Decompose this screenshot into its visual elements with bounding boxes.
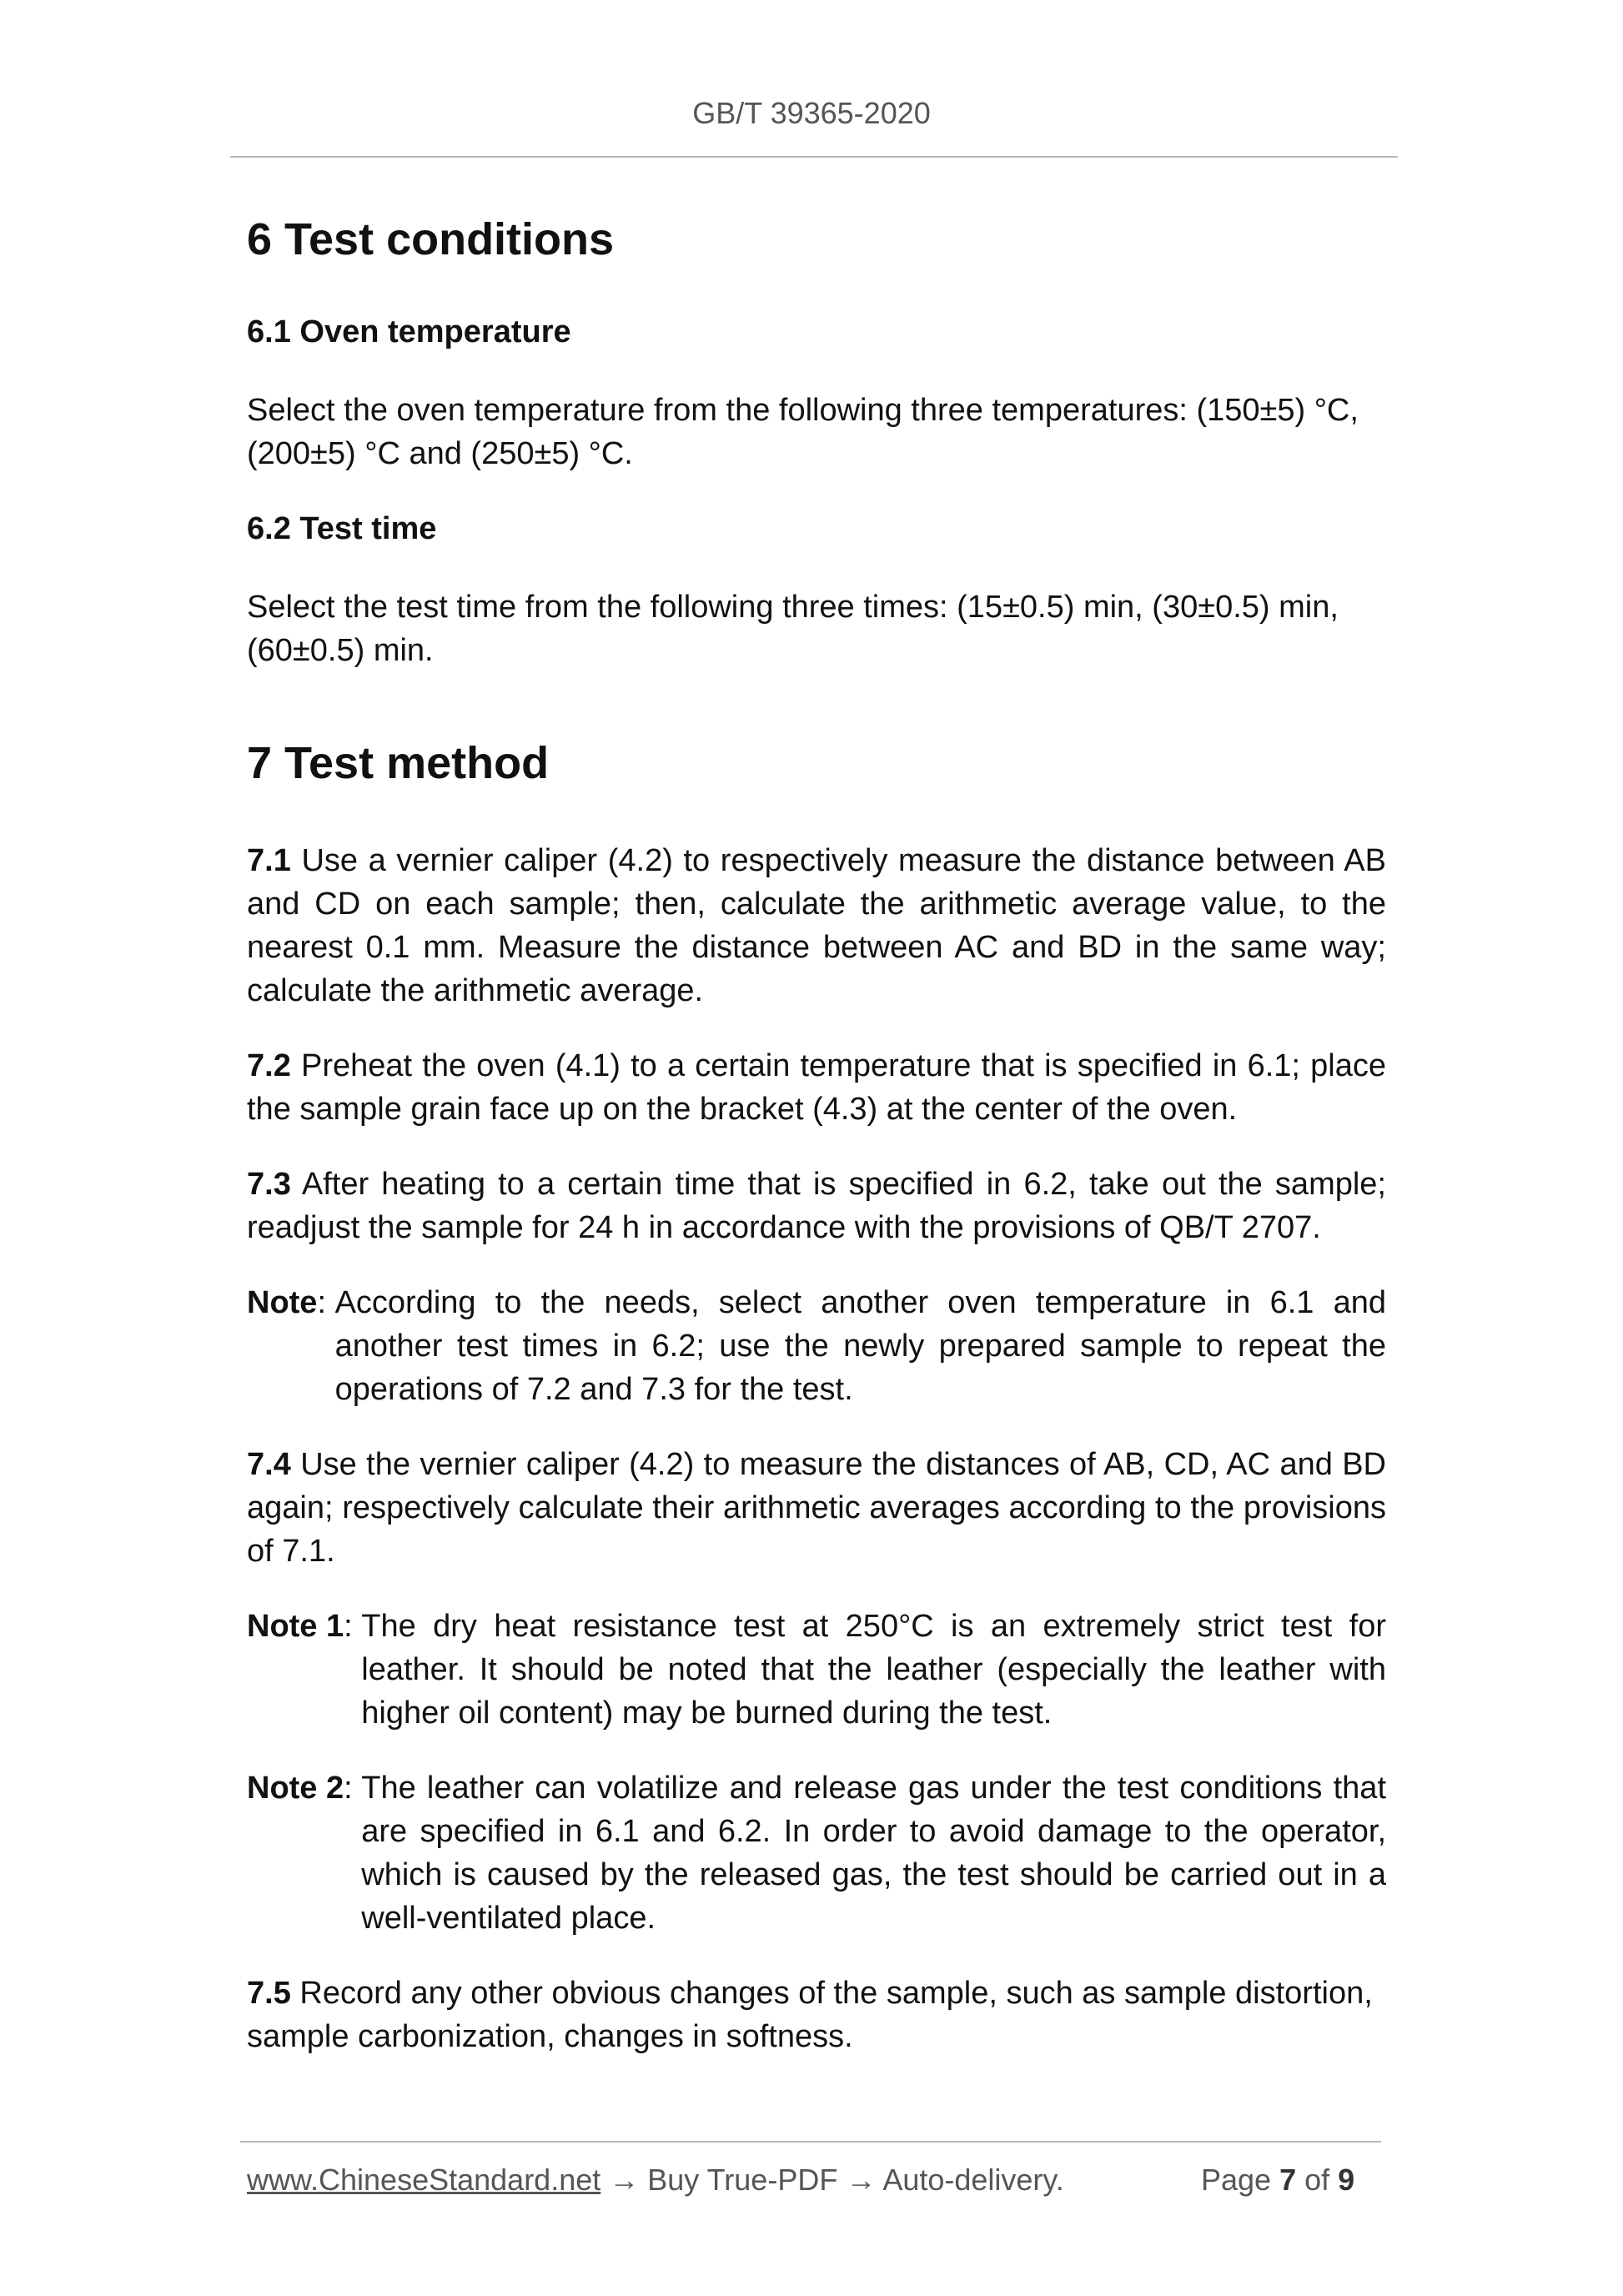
page-content: [247, 193, 1386, 2058]
note-2-label: [247, 1766, 361, 1940]
note-7-3: [247, 1281, 1386, 1411]
clause-7-2-number: 7.2: [247, 1048, 291, 1083]
page-current: 7: [1279, 2163, 1297, 2197]
page-number: [1201, 2160, 1354, 2200]
clause-7-5-text: Record any other obvious changes of the sample, such as sample distortion, sample carbonization, changes in softness.: [247, 1976, 1373, 2054]
note-2-text: The leather can volatilize and release gas under the test conditions that are specified in 6.1 and 6.2. In order to avoid damage to the operator, which is caused by the released gas, the test should be carried out in a well-ventilated place.: [361, 1771, 1386, 1936]
footer-divider: [240, 2141, 1381, 2143]
page-word: Page: [1201, 2163, 1280, 2197]
header-divider: [230, 156, 1398, 158]
note-1-label-text: Note 1: [247, 1609, 344, 1644]
clause-7-5-number: 7.5: [247, 1976, 291, 2011]
note-1-separator: :: [344, 1609, 362, 1644]
clause-7-5: [247, 1972, 1386, 2058]
clause-7-3-number: 7.3: [247, 1167, 291, 1202]
note-2: [247, 1766, 1386, 1940]
clause-7-1-number: 7.1: [247, 843, 291, 878]
clause-7-4-number: 7.4: [247, 1447, 291, 1482]
note-label-text: Note: [247, 1285, 318, 1320]
website-link[interactable]: www.ChineseStandard.net: [247, 2163, 601, 2197]
clause-7-3-text: After heating to a certain time that is specified in 6.2, take out the sample; readjust the sample for 24 h in accordance with the provisions of QB/T 2707.: [247, 1167, 1386, 1245]
footer-tagline: → Buy True-PDF → Auto-delivery.: [600, 2163, 1064, 2197]
note-separator: :: [317, 1285, 335, 1320]
footer-promo: [247, 2160, 1064, 2200]
page-of: of: [1296, 2163, 1339, 2197]
clause-7-2-text: Preheat the oven (4.1) to a certain temperature that is specified in 6.1; place the sample grain face up on the bracket (4.3) at the center of the oven.: [247, 1048, 1386, 1127]
section-7-heading: 7 Test method: [247, 738, 550, 788]
note-1-label: [247, 1605, 361, 1735]
document-id-header: GB/T 39365-2020: [692, 96, 931, 130]
clause-6-2-text: Select the test time from the following three times: (15±0.5) min, (30±0.5) min, (60±0.5) min.: [247, 590, 1339, 668]
note-2-label-text: Note 2: [247, 1771, 344, 1806]
note-1-text: The dry heat resistance test at 250°C is an extremely strict test for leather. It should be noted that the leather (especially the leather with higher oil content) may be burned during the test.: [361, 1609, 1386, 1731]
note-1: [247, 1605, 1386, 1735]
clause-6-1-heading: 6.1 Oven temperature: [247, 314, 571, 349]
clause-7-3: [247, 1163, 1386, 1249]
clause-7-1-text: Use a vernier caliper (4.2) to respectively measure the distance between AB and CD on each sample; then, calculate the arithmetic average value, to the nearest 0.1 mm. Measure the distance between AC and BD in the same way; calculate the arithmetic average.: [247, 843, 1386, 1008]
clause-7-4: [247, 1443, 1386, 1573]
page-total: 9: [1338, 2163, 1355, 2197]
note-text: According to the needs, select another oven temperature in 6.1 and another test times in 6.2; use the newly prepared sample to repeat the operations of 7.2 and 7.3 for the test.: [334, 1285, 1386, 1407]
note-2-separator: :: [344, 1771, 362, 1806]
clause-7-2: [247, 1044, 1386, 1131]
clause-6-1-text: Select the oven temperature from the following three temperatures: (150±5) °C, (200±5) °C and (250±5) °C.: [247, 393, 1359, 471]
note-label: [247, 1281, 335, 1411]
clause-6-2-heading: 6.2 Test time: [247, 511, 437, 546]
clause-7-1: [247, 839, 1386, 1012]
clause-7-4-text: Use the vernier caliper (4.2) to measure the distances of AB, CD, AC and BD again; respectively calculate their arithmetic averages according to the provisions of 7.1.: [247, 1447, 1386, 1569]
section-6-heading: 6 Test conditions: [247, 214, 615, 264]
